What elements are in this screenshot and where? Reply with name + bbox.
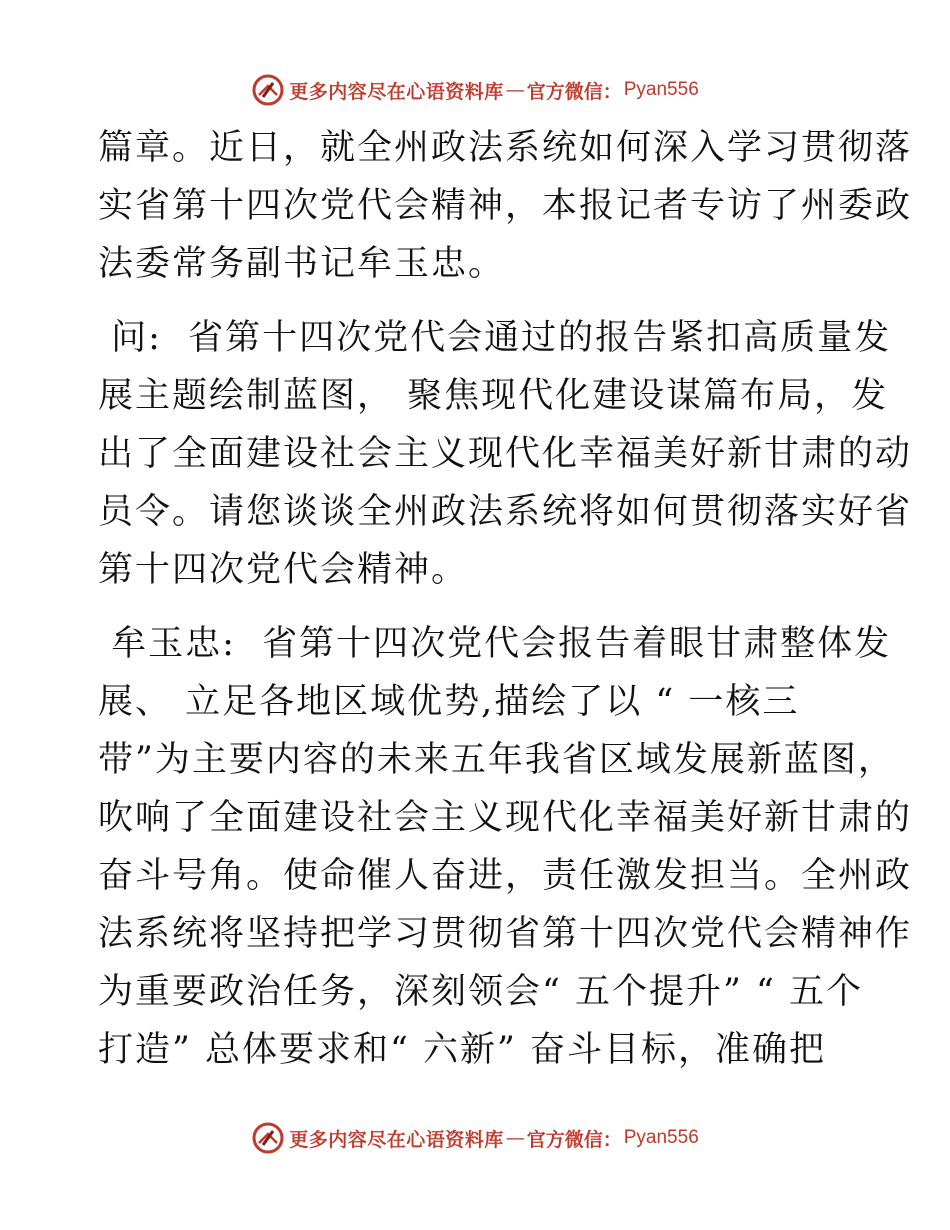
banner-wechat-label: 官方微信： bbox=[526, 1128, 622, 1151]
book-pen-logo-icon bbox=[251, 73, 285, 107]
text-line: 牟玉忠: 省第十四次党代会报告着眼甘肃整体发 bbox=[98, 624, 892, 664]
footer-banner bbox=[0, 1118, 950, 1158]
text-line: 打造” 总体要求和“ 六新” 奋斗目标，准确把 bbox=[98, 1030, 827, 1070]
text-line: 员令。请您谈谈全州政法系统将如何贯彻落实好省 bbox=[98, 492, 913, 532]
text-line: 出了全面建设社会主义现代化幸福美好新甘肃的动 bbox=[98, 434, 913, 474]
text-line: 为重要政治任务，深刻领会“ 五个提升” “ 五个 bbox=[98, 972, 864, 1012]
header-banner bbox=[0, 70, 950, 110]
banner-slogan: 更多内容尽在心语资料库 bbox=[289, 80, 504, 103]
text-line: 篇章。近日，就全州政法系统如何深入学习贯彻落 bbox=[98, 128, 913, 168]
text-line: 法系统将坚持把学习贯彻省第十四次党代会精神作 bbox=[98, 914, 913, 954]
banner-wechat-id: Pyan556 bbox=[623, 1127, 699, 1148]
text-line: 展、 立足各地区域优势,描绘了以 “ 一核三 bbox=[98, 682, 800, 722]
banner-separator: — bbox=[505, 1127, 525, 1149]
banner-slogan: 更多内容尽在心语资料库 bbox=[289, 1128, 504, 1151]
text-line: 第十四次党代会精神。 bbox=[98, 550, 469, 590]
book-pen-logo-icon bbox=[251, 1121, 285, 1155]
text-line: 展主题绘制蓝图， 聚焦现代化建设谋篇布局，发 bbox=[98, 376, 889, 416]
text-line: 吹响了全面建设社会主义现代化幸福美好新甘肃的 bbox=[98, 798, 913, 838]
text-line: 问: 省第十四次党代会通过的报告紧扣高质量发 bbox=[98, 318, 892, 358]
banner-wechat-id: Pyan556 bbox=[623, 79, 699, 100]
text-line: 奋斗号角。使命催人奋进，责任激发担当。全州政 bbox=[98, 856, 913, 896]
text-line: 实省第十四次党代会精神，本报记者专访了州委政 bbox=[98, 186, 913, 226]
text-line: 法委常务副书记牟玉忠。 bbox=[98, 244, 506, 284]
banner-wechat-label: 官方微信： bbox=[526, 80, 622, 103]
banner-separator: — bbox=[505, 79, 525, 101]
text-line: 带”为主要内容的未来五年我省区域发展新蓝图， bbox=[98, 740, 895, 780]
